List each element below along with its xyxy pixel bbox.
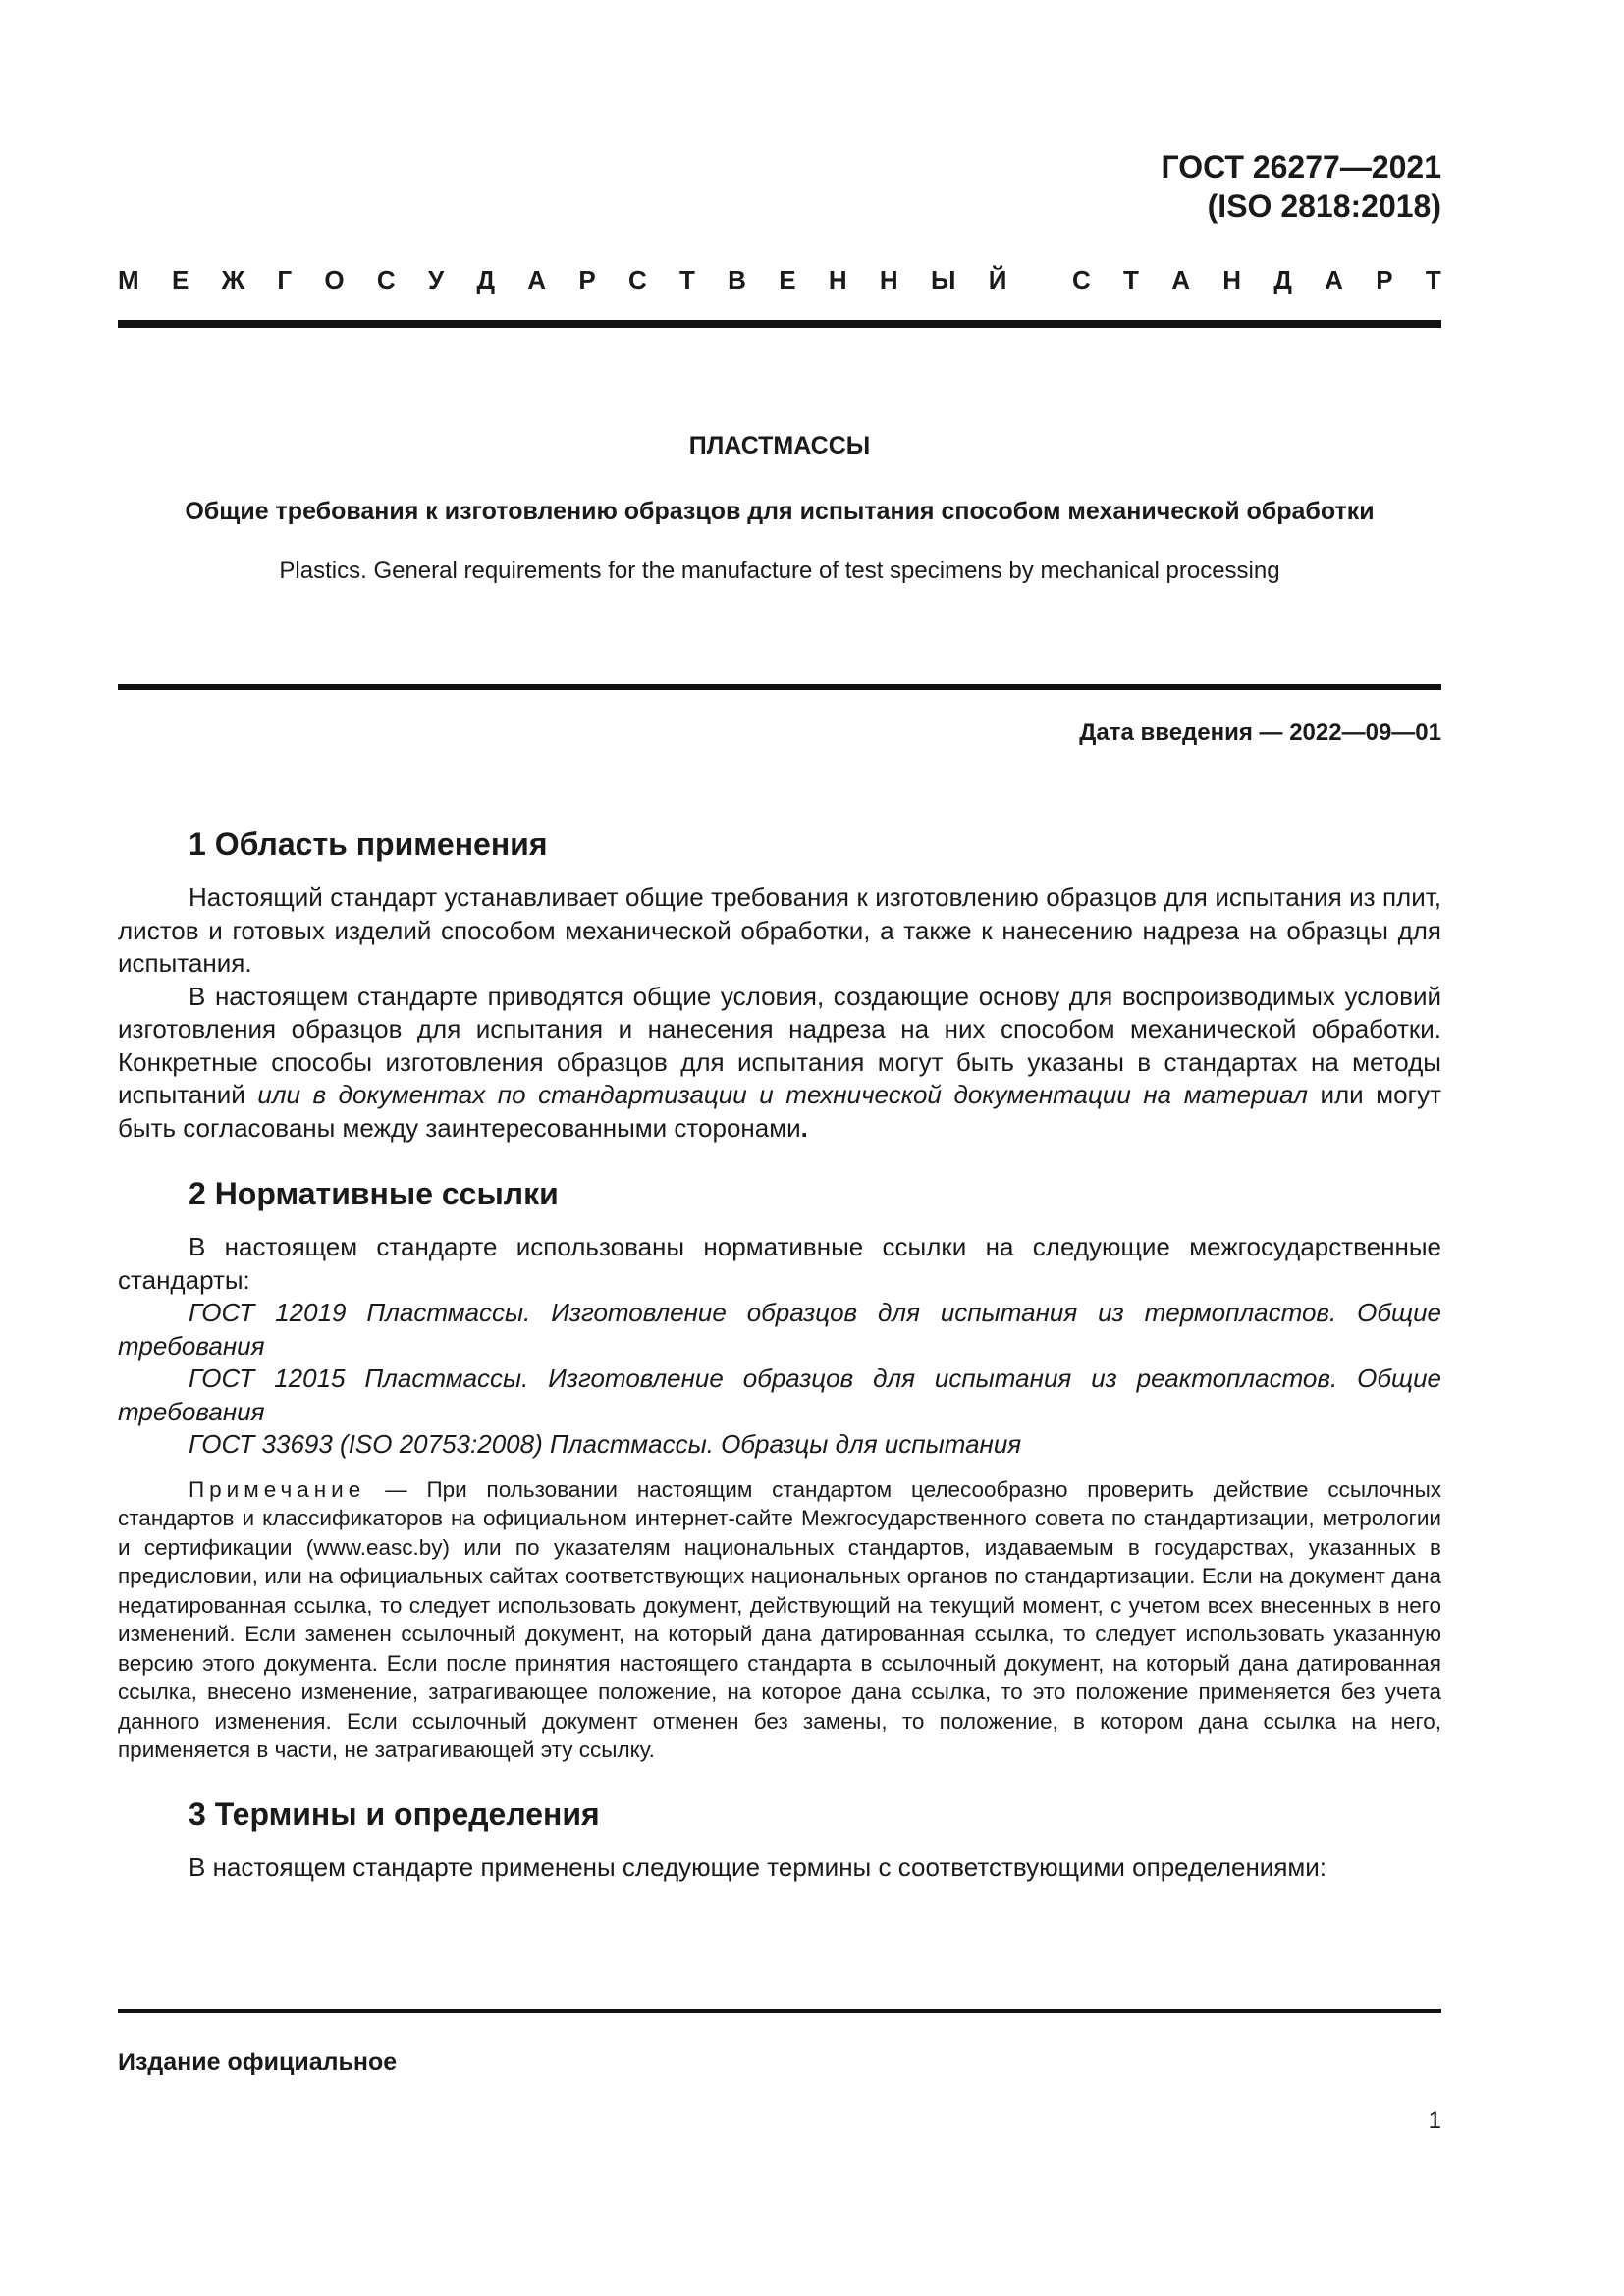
page-number: 1	[1428, 2108, 1441, 2134]
document-title: ПЛАСТМАССЫ	[688, 432, 871, 459]
reference-item: ГОСТ 33693 (ISO 20753:2008) Пластмассы. Образцы для испытания	[189, 1429, 1022, 1459]
paragraph-italic-text: или в документах по стандартизации и технической документации на материал	[257, 1080, 1308, 1109]
standard-type-heading	[118, 263, 1441, 296]
paragraph: В настоящем стандарте использованы нормативные ссылки на следующие межгосударственные стандарты:	[118, 1232, 1441, 1295]
document-body	[118, 825, 1441, 1884]
footer-divider	[118, 2009, 1441, 2013]
standard-type-letter: А	[1325, 265, 1343, 294]
standard-type-letter: Й	[988, 265, 1007, 294]
standard-type-letter: А	[527, 265, 547, 294]
reference-item: ГОСТ 12015 Пластмассы. Изготовление образцов для испытания из реактопластов. Общие требования	[118, 1363, 1441, 1426]
standard-type-letter: Н	[1222, 265, 1242, 294]
paragraph	[118, 981, 1441, 1146]
standard-type-letter: С	[1071, 265, 1091, 294]
standard-type-letter: Ы	[930, 265, 956, 294]
standard-identifier	[1161, 147, 1441, 226]
standard-type-letter: Е	[171, 265, 189, 294]
standard-type-letter: Г	[277, 265, 293, 294]
reference-item: ГОСТ 12019 Пластмассы. Изготовление образцов для испытания из термопластов. Общие требования	[118, 1298, 1441, 1361]
title-divider	[118, 684, 1441, 690]
standard-type-letter: О	[324, 265, 345, 294]
header-divider	[118, 320, 1441, 328]
standard-type-letter: Д	[1273, 265, 1292, 294]
standard-type-letter: Р	[1376, 265, 1393, 294]
paragraph-period: .	[800, 1112, 808, 1143]
introduction-date: Дата введения — 2022—09—01	[1079, 720, 1441, 746]
iso-reference: (ISO 2818:2018)	[1207, 188, 1441, 224]
standard-type-letter: С	[376, 265, 396, 294]
paragraph: В настоящем стандарте применены следующие термины с соответствующими определениями:	[189, 1851, 1327, 1882]
standard-type-letter: У	[427, 265, 445, 294]
section-normative-references	[118, 1174, 1441, 1765]
standard-type-letter: В	[728, 265, 746, 294]
section-heading: 1 Область применения	[189, 827, 548, 862]
standard-type-letter: Т	[679, 265, 695, 294]
note-text: — При пользовании настоящим стандартом целесообразно проверить действие ссылочных стандартов и классификаторов на официальном интернет-сайте Межгосударственного совета по стандартизации, метрологии и сертификации (www.easc.by) или по указателям национальных стандартов, издаваемым в государствах, указанных в предисловии, или на официальных сайтах соответствующих национальных органов по стандартизации. Если на документ дана недатированная ссылка, то следует использовать документ, действующий на текущий момент, с учетом всех внесенных в него изменений. Если заменен ссылочный документ, на который дана датированная ссылка, то следует использовать указанную версию этого документа. Если после принятия настоящего стандарта в ссылочный документ, на который дана датированная ссылка, внесено изменение, затрагивающее положение, на которое дана ссылка, то это положение применяется без учета данного изменения. Если ссылочный документ отменен без замены, то положение, в котором дана ссылка на него, применяется в части, не затрагивающей эту ссылку.	[118, 1476, 1441, 1762]
standard-type-letter: Н	[879, 265, 898, 294]
standard-type-letter: Р	[578, 265, 596, 294]
standard-type-letter: Д	[476, 265, 495, 294]
standard-type-letter: Ж	[221, 265, 245, 294]
section-heading: 2 Нормативные ссылки	[189, 1176, 559, 1211]
standard-type-letter: Т	[1123, 265, 1139, 294]
section-terms	[118, 1794, 1441, 1885]
document-subtitle: Общие требования к изготовлению образцов для испытания способом механической обработки	[185, 498, 1375, 525]
note	[118, 1475, 1441, 1765]
section-heading: 3 Термины и определения	[189, 1795, 600, 1832]
document-title-english: Plastics. General requirements for the manufacture of test specimens by mechanical processing	[279, 558, 1280, 584]
paragraph: Настоящий стандарт устанавливает общие требования к изготовлению образцов для испытания из плит, листов и готовых изделий способом механической обработки, а также к нанесению надреза на образцы для испытания.	[118, 882, 1441, 978]
standard-type-letter: М	[118, 265, 139, 294]
standard-type-letter: Е	[779, 265, 796, 294]
section-scope	[118, 825, 1441, 1145]
standard-number: ГОСТ 26277—2021	[1161, 149, 1441, 185]
note-label: Примечание	[189, 1476, 366, 1502]
standard-type-letter: А	[1171, 265, 1190, 294]
standard-type-letter: Н	[828, 265, 847, 294]
standard-type-letter: С	[627, 265, 647, 294]
paragraph-text: В настоящем стандарте приводятся общие условия, создающие основу для воспроизводимых условий изготовления образцов для испытания и нанесения надреза на них способом механической обработки. Конкретные способы изготовления образцов для испытания могут быть указаны в стандартах на методы испытаний	[118, 981, 1441, 1109]
edition-label: Издание официальное	[118, 2049, 398, 2076]
standard-type-letter: Т	[1425, 265, 1441, 294]
paragraph-text: или могут быть согласованы между заинтересованными сторонами	[118, 1080, 1441, 1143]
